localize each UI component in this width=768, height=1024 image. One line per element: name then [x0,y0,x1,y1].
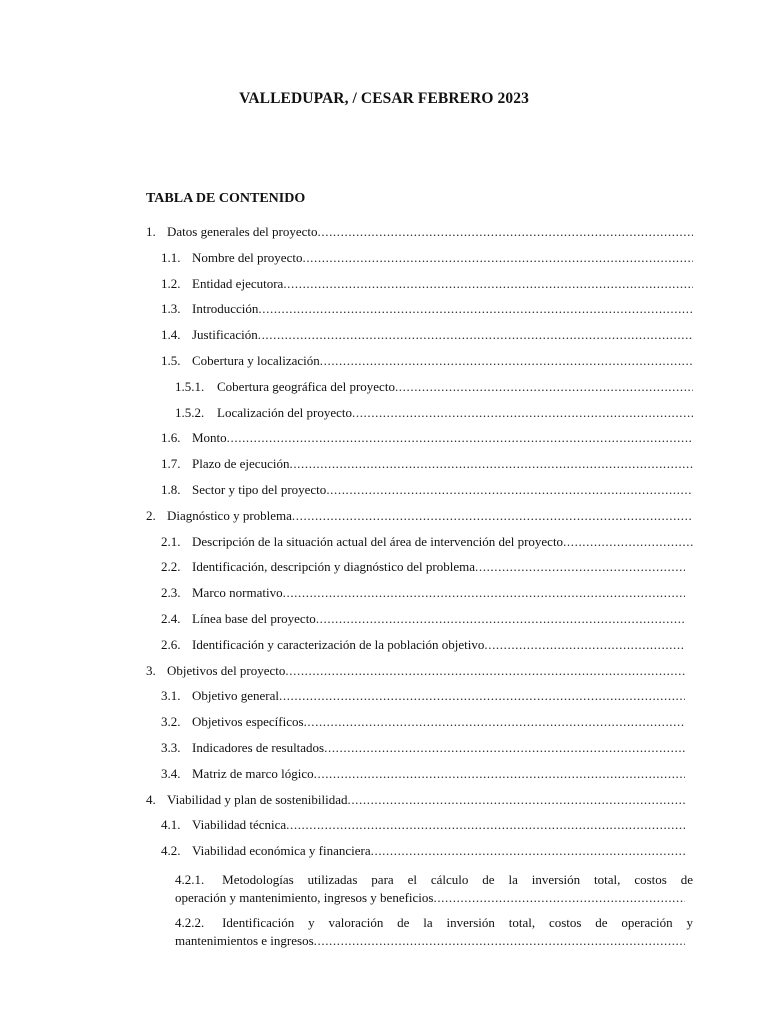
dot-leader [347,790,685,810]
dot-leader [283,583,685,603]
toc-entry-number: 1.5.2. [175,404,205,420]
toc-entry-number: 3.1. [161,688,181,704]
toc-entry-title: Objetivos específicos [192,714,304,730]
dot-leader [227,428,693,448]
toc-entry[interactable] [146,274,693,300]
toc-entry-title: Objetivo general [192,688,279,704]
dot-leader [304,712,685,732]
dot-leader [316,609,685,629]
toc-entry[interactable] [146,248,693,274]
toc-entry-title: Línea base del proyecto [192,610,316,626]
toc-entry-number: 3. [146,662,156,678]
dot-leader [326,480,693,500]
toc-entry[interactable] [146,222,693,248]
dot-leader [314,764,685,784]
toc-entry-title: Nombre del proyecto [192,249,303,265]
toc-entry-title: Objetivos del proyecto [167,662,286,678]
toc-entry-title: Cobertura geográfica del proyecto [217,378,395,394]
toc-entry[interactable] [146,635,693,661]
toc-entry-number: 1. [146,224,156,239]
toc-entry[interactable] [146,428,693,454]
toc-entry-title-continued: operación y mantenimiento, ingresos y beneficios [175,889,434,905]
toc-entry-title: Cobertura y localización [192,352,320,368]
toc-entry[interactable] [146,506,693,532]
toc-entry[interactable] [146,325,693,351]
toc-entry[interactable] [146,480,693,506]
toc-entry-number: 1.3. [161,301,181,317]
toc-entry-title: Metodologías utilizadas para el cálculo de la inversión total, costos de [222,871,694,887]
toc-entry-title: Monto [192,430,227,446]
document-header: VALLEDUPAR, / CESAR FEBRERO 2023 [239,90,529,107]
toc-entry[interactable] [146,454,693,480]
toc-entry[interactable] [146,790,693,816]
toc-entry[interactable] [146,609,693,635]
dot-leader [320,351,693,371]
dot-leader [289,454,693,474]
toc-entry-number: 1.5.1. [175,378,205,394]
toc-entry-title: Datos generales del proyecto [167,224,318,239]
toc-entry-number: 3.3. [161,739,181,755]
dot-leader [371,841,685,861]
toc-entry-title: Entidad ejecutora [192,275,284,291]
dot-leader [484,635,685,655]
toc-entry-title: Marco normativo [192,585,283,601]
toc-entry-number: 1.6. [161,430,181,446]
dot-leader [292,506,693,526]
toc-entry-title: Identificación y valoración de la inversión total, costos de operación y [222,914,693,930]
dot-leader [279,686,685,706]
toc-entry-title: Plazo de ejecución [192,456,290,472]
dot-leader [258,299,693,319]
toc-entry-number: 4.1. [161,817,181,833]
dot-leader [433,889,685,907]
toc-entry-number: 1.5. [161,352,181,368]
dot-leader [258,325,693,345]
dot-leader [324,738,685,758]
toc-entry-title: Diagnóstico y problema [167,507,292,523]
dot-leader [314,932,685,950]
toc-entry-number: 3.4. [161,765,181,781]
dot-leader [283,274,693,294]
toc-entry-title: Localización del proyecto [217,404,352,420]
toc-entry[interactable] [146,871,693,907]
toc-entry-number: 3.2. [161,714,181,730]
toc-entry-title: Viabilidad técnica [192,817,287,833]
toc-entry-number: 2. [146,507,156,523]
toc-entry-title-continued: mantenimientos e ingresos [175,932,314,948]
toc-entry[interactable] [146,712,693,738]
toc-entry-title: Viabilidad económica y financiera [192,843,371,859]
toc-entry-number: 4. [146,791,156,807]
dot-leader [475,557,685,577]
table-of-contents [146,222,693,957]
toc-entry-title: Viabilidad y plan de sostenibilidad [167,791,348,807]
toc-entry[interactable] [146,815,693,841]
toc-entry-number: 1.8. [161,481,181,497]
toc-entry-title: Justificación [192,327,258,343]
toc-entry[interactable] [146,841,693,867]
toc-entry[interactable] [146,299,693,325]
toc-entry-number: 2.4. [161,610,181,626]
toc-entry[interactable] [146,661,693,687]
dot-leader [395,377,693,397]
dot-leader [318,222,693,242]
toc-entry-number: 2.2. [161,559,181,575]
toc-entry[interactable] [146,583,693,609]
toc-entry-number: 4.2.1. [175,871,205,887]
toc-entry-number: 2.1. [161,533,181,549]
toc-entry-number: 4.2. [161,843,181,859]
toc-entry-number: 2.3. [161,585,181,601]
toc-entry[interactable] [146,914,693,950]
toc-entry-title: Indicadores de resultados [192,739,325,755]
toc-entry-title: Matriz de marco lógico [192,765,314,781]
toc-entry[interactable] [146,738,693,764]
dot-leader [352,403,693,423]
dot-leader [563,532,693,552]
toc-entry-title: Identificación, descripción y diagnóstico del problema [192,559,476,575]
toc-entry-title: Sector y tipo del proyecto [192,481,327,497]
toc-entry-number: 1.7. [161,456,181,472]
toc-entry-title: Identificación y caracterización de la población objetivo [192,636,485,652]
toc-entry[interactable] [146,351,693,377]
toc-entry-title: Descripción de la situación actual del área de intervención del proyecto [192,533,564,549]
toc-entry[interactable] [146,764,693,790]
toc-entry-number: 1.2. [161,275,181,291]
toc-entry[interactable] [146,557,693,583]
dot-leader [286,815,685,835]
toc-entry[interactable] [146,403,693,429]
toc-entry-number: 2.6. [161,636,181,652]
toc-entry-title: Introducción [192,301,259,317]
toc-entry[interactable] [146,686,693,712]
dot-leader [285,661,685,681]
toc-entry-number: 4.2.2. [175,914,205,930]
toc-title: TABLA DE CONTENIDO [146,191,306,206]
toc-entry[interactable] [146,532,693,558]
dot-leader [302,248,693,268]
toc-entry[interactable] [146,377,693,403]
toc-entry-number: 1.1. [161,249,181,265]
toc-entry-number: 1.4. [161,327,181,343]
